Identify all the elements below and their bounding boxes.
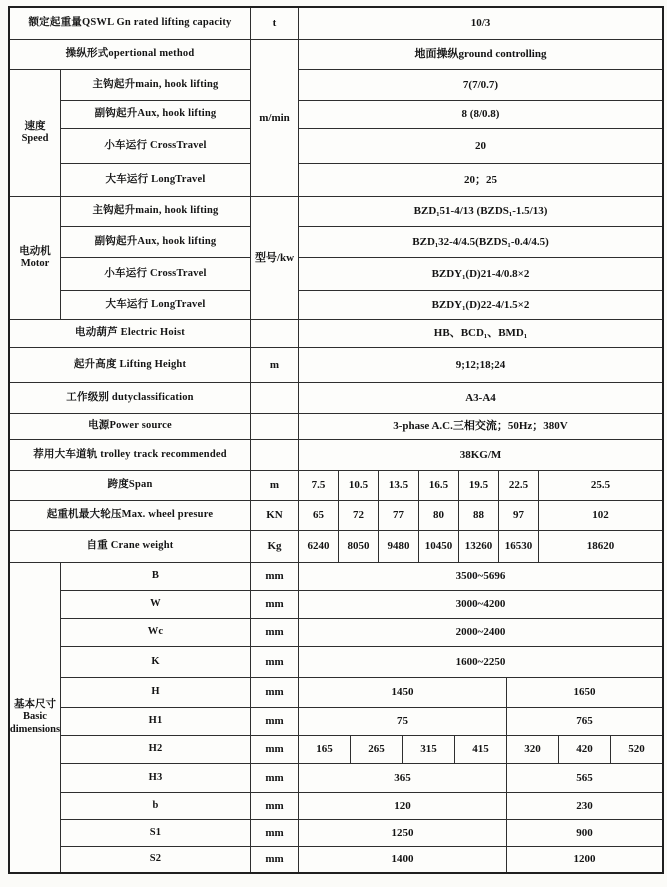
dim-row-value: 1600~2250 [298,646,662,677]
hoist-unit [250,319,298,347]
motor-row-value: BZDY₁(D)22-4/1.5×2 [298,290,662,319]
motor-row-value: BZDY₁(D)21-4/0.8×2 [298,257,662,290]
dim-row-label: K [60,646,250,677]
speed-row-label: 副钩起升Aux, hook lifting [60,100,250,128]
speed-group-cn: 速度 [24,120,46,132]
dim-row-unit: mm [250,677,298,707]
dim-row-value: 3000~4200 [298,590,662,618]
dim-row-unit: mm [250,707,298,735]
dim-row-unit: mm [250,590,298,618]
track-unit [250,439,298,470]
crane-weight-cell: 6240 [298,530,338,562]
speed-row-value: 7(7/0.7) [298,69,662,100]
crane-weight-cell: 8050 [338,530,378,562]
dim-row-label: W [60,590,250,618]
dim-row-value: 900 [506,819,662,846]
dims-group-en2: dimensions [10,723,60,735]
duty-label: 工作级别 dutyclassification [10,382,250,413]
span-value-cell: 19.5 [458,470,498,500]
speed-row-value: 8 (8/0.8) [298,100,662,128]
dim-row-value: 1650 [506,677,662,707]
span-unit: m [250,470,298,500]
wheel-pressure-cell: 102 [538,500,662,530]
crane-weight-cell: 16530 [498,530,538,562]
dims-group-cn: 基本尺寸 [14,699,56,711]
track-label: 荐用大车道轨 trolley track recommended [10,439,250,470]
duty-unit [250,382,298,413]
dim-row-label: Wc [60,618,250,646]
wheel-pressure-cell: 80 [418,500,458,530]
dim-row-value: 3500~5696 [298,562,662,590]
dim-row-label: H3 [60,763,250,792]
method-label: 操纵形式opertional method [10,39,250,69]
dim-row-value: 315 [402,735,454,763]
motor-row-value: BZD₁51-4/13 (BZDS₁-1.5/13) [298,196,662,226]
power-value: 3-phase A.C.三相交流；50Hz；380V [298,413,662,439]
speed-group-label [10,69,60,196]
dim-row-unit: mm [250,819,298,846]
crane-weight-cell: 10450 [418,530,458,562]
speed-group-en: Speed [21,133,49,144]
motor-row-value: BZD₁32-4/4.5(BZDS₁-0.4/4.5) [298,226,662,257]
motor-row-label: 小车运行 CrossTravel [60,257,250,290]
motor-unit: 型号/kw [250,196,298,319]
dim-row-unit: mm [250,846,298,872]
hoist-label: 电动葫芦 Electric Hoist [10,319,250,347]
speed-row-value: 20 [298,128,662,163]
dim-row-unit: mm [250,763,298,792]
wheel-pressure-label: 起重机最大轮压Max. wheel presure [10,500,250,530]
dim-row-value: 420 [558,735,610,763]
dim-row-value: 1400 [298,846,506,872]
span-value-cell: 16.5 [418,470,458,500]
dim-row-unit: mm [250,735,298,763]
method-value: 地面操纵ground controlling [298,39,662,69]
dim-row-label: S1 [60,819,250,846]
dim-row-value: 2000~2400 [298,618,662,646]
motor-group-en: Motor [20,258,50,269]
dim-row-value: 1450 [298,677,506,707]
motor-row-label: 副钩起升Aux, hook lifting [60,226,250,257]
dim-row-value: 265 [350,735,402,763]
dim-row-value: 320 [506,735,558,763]
speed-unit: m/min [250,39,298,196]
duty-value: A3-A4 [298,382,662,413]
span-value-cell: 25.5 [538,470,662,500]
span-value-cell: 22.5 [498,470,538,500]
hoist-value: HB、BCD₁、BMD₁ [298,319,662,347]
crane-weight-label: 自重 Crane weight [10,530,250,562]
dims-group-label [10,562,60,872]
dim-row-value: 1200 [506,846,662,872]
dim-row-value: 415 [454,735,506,763]
crane-weight-cell: 13260 [458,530,498,562]
dim-row-value: 120 [298,792,506,819]
lifting-height-label: 起升高度 Lifting Height [10,347,250,382]
dim-row-label: H1 [60,707,250,735]
speed-row-label: 大车运行 LongTravel [60,163,250,196]
span-value-cell: 7.5 [298,470,338,500]
motor-group-label [10,196,60,319]
crane-weight-cell: 9480 [378,530,418,562]
speed-row-label: 主钩起升main, hook lifting [60,69,250,100]
motor-row-label: 主钩起升main, hook lifting [60,196,250,226]
dim-row-value: 520 [610,735,662,763]
dim-row-label: S2 [60,846,250,872]
lifting-height-value: 9;12;18;24 [298,347,662,382]
wheel-pressure-cell: 88 [458,500,498,530]
wheel-pressure-cell: 65 [298,500,338,530]
crane-weight-cell: 18620 [538,530,662,562]
dim-row-unit: mm [250,646,298,677]
dim-row-label: b [60,792,250,819]
track-value: 38KG/M [298,439,662,470]
span-value-cell: 13.5 [378,470,418,500]
dim-row-label: H [60,677,250,707]
wheel-pressure-unit: KN [250,500,298,530]
dim-row-unit: mm [250,618,298,646]
capacity-label: 额定起重量QSWL Gn rated lifting capacity [28,17,232,29]
dim-row-value: 365 [298,763,506,792]
capacity-value: 10/3 [298,8,662,39]
motor-row-label: 大车运行 LongTravel [60,290,250,319]
capacity-unit: t [250,8,298,39]
dim-row-label: H2 [60,735,250,763]
wheel-pressure-cell: 72 [338,500,378,530]
dim-row-unit: mm [250,562,298,590]
motor-group-cn: 电动机 [19,245,51,257]
spec-table [8,6,664,874]
dim-row-value: 230 [506,792,662,819]
lifting-height-unit: m [250,347,298,382]
crane-weight-unit: Kg [250,530,298,562]
speed-row-value: 20；25 [298,163,662,196]
dim-row-label: B [60,562,250,590]
wheel-pressure-cell: 97 [498,500,538,530]
wheel-pressure-cell: 77 [378,500,418,530]
speed-row-label: 小车运行 CrossTravel [60,128,250,163]
dim-row-value: 165 [298,735,350,763]
dim-row-value: 565 [506,763,662,792]
power-label: 电源Power source [10,413,250,439]
dim-row-value: 1250 [298,819,506,846]
power-unit [250,413,298,439]
dim-row-unit: mm [250,792,298,819]
dims-group-en1: Basic [23,711,47,723]
span-value-cell: 10.5 [338,470,378,500]
span-label: 跨度Span [10,470,250,500]
dim-row-value: 765 [506,707,662,735]
dim-row-value: 75 [298,707,506,735]
